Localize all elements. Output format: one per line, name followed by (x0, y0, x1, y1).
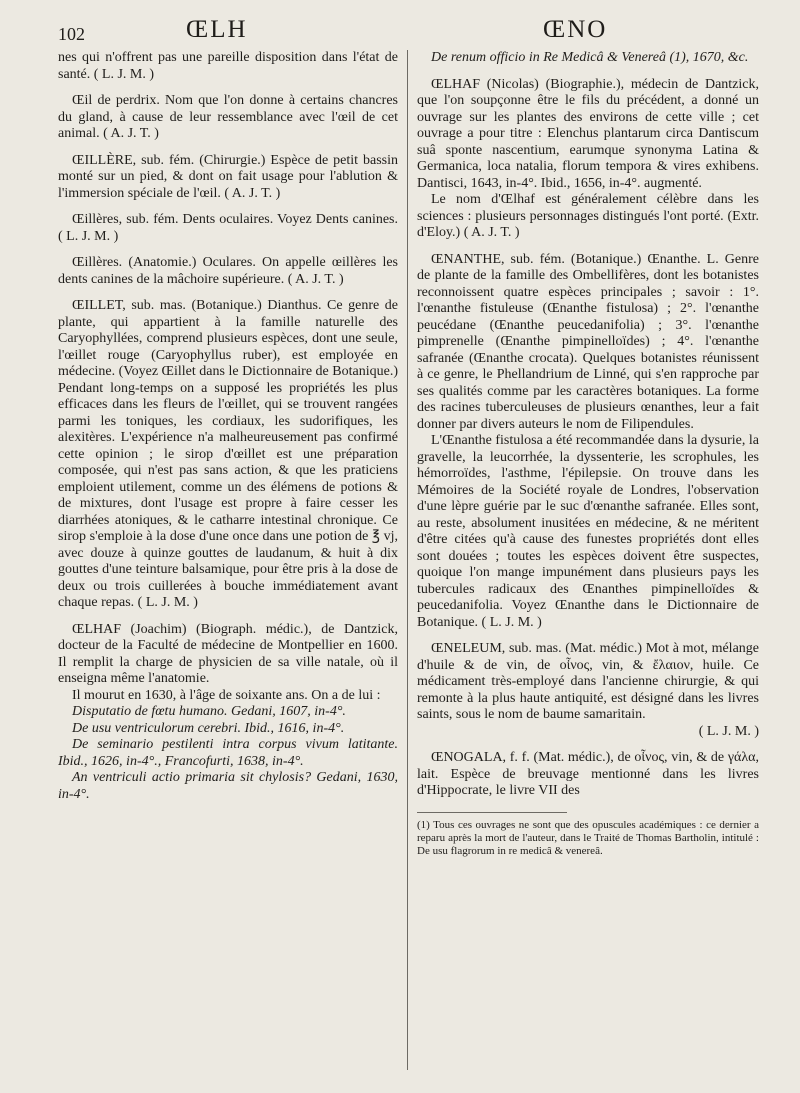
right-column (417, 50, 759, 868)
column-divider (407, 50, 408, 1070)
entry-oelhaf-joachim: ŒLHAF (Joachim) (Biograph. médic.), de Dantzick, docteur de la Faculté de médecine de Montpellier en 1600. Il remplit la charge de physicien de sa ville natale, où il enseigna même l'anatomie. (58, 621, 398, 686)
header-left-title: ŒLH (186, 16, 248, 43)
entry-oeillere: ŒILLÈRE, sub. fém. (Chirurgie.) Espèce de petit bassin monté sur un pied, & dont on fait usage pour l'ablution & l'immersion spéciale de l'œil. ( A. J. T. ) (58, 152, 398, 201)
footnote: (1) Tous ces ouvrages ne sont que des opuscules académiques : ce dernier a reparu après la mort de l'auteur, dans le Traité de Thomas Bartholin, intitulé : De usu flagrorum in re medicâ & venereâ. (417, 818, 759, 857)
entry-oeil-de-perdrix: Œil de perdrix. Nom que l'on donne à certains chancres du gland, à cause de leur ressemblance avec l'œil de cet animal. ( A. J. T. ) (58, 93, 398, 141)
left-column (58, 50, 398, 803)
header-right-title: ŒNO (543, 16, 608, 43)
signature-oeneleum: ( L. J. M. ) (698, 723, 759, 739)
paragraph-oeil-continuation: nes qui n'offrent pas une pareille disposition dans l'état de santé. ( L. J. M. ) (58, 50, 398, 82)
running-header (0, 10, 800, 46)
work-de-seminario: De seminario pestilenti intra corpus vivum latitante. Ibid., 1626, in-4°., Francofurti, 1638, in-4°. (58, 737, 398, 769)
paragraph-oelhaf-death: Il mourut en 1630, à l'âge de soixante ans. On a de lui : (72, 687, 381, 703)
work-an-ventriculi: An ventriculi actio primaria sit chylosis? Gedani, 1630, in-4°. (58, 770, 398, 802)
paragraph-oelhaf-name: Le nom d'Œlhaf est généralement célèbre dans les sciences : plusieurs personnages distingués l'ont porté. (Extr. d'Eloy.) ( A. J. T. ) (417, 192, 759, 240)
entry-oenanthe: ŒNANTHE, sub. fém. (Botanique.) Œnanthe. L. Genre de plante de la famille des Ombellifères, dont les botanistes reconnoissent quatre espèces principales ; savoir : 1°. l'œnanthe fistuleuse (Œnanthe fistulosa) ; 2°. l'œnanthe peucédane (Œnanthe peucedanifolia) ; 3°. l'œnanthe pimprenelle (Œnanthe pimpinelloïdes) ; 4°. l'œnanthe safranée (Œnanthe crocata). Quelques botanistes réunissent à ce genre, le Phellandrium de Linné, qui s'en rapproche par ses qualités comme par les caractères botaniques. La forme des racines tuberculeuses de plusieurs œnanthes, leur a fait donner par divers auteurs le nom de Filipendules. (417, 251, 759, 432)
work-de-renum: De renum officio in Re Medicâ & Venereâ (1), 1670, &c. (431, 50, 749, 65)
paragraph-oenanthe-fistulosa: L'Œnanthe fistulosa a été recommandée dans la dysurie, la gravelle, la leucorrhée, la dyssenterie, les scrophules, les hémorroïdes, l'asthme, l'épilepsie. On trouve dans les Mémoires de la Société royale de Londres, l'observation d'une lèpre guérie par le suc d'œnanthe safranée. Elles sont, au reste, absolument inusitées en médecine, & ne méritent d'être citées qu'à cause des funestes propriétés dont elles sont douées ; toutes les espèces doivent être suspectes, quoique l'on mange impunément dans plusieurs pays les tubercules radicaux des Œnanthes pimpinelloïdes & peucedanifolia. Voyez Œnanthe dans le Dictionnaire de Botanique. ( L. J. M. ) (417, 433, 759, 630)
work-de-usu: De usu ventriculorum cerebri. Ibid., 1616, in-4°. (72, 720, 345, 736)
entry-oeilleres-anatomie: Œillères. (Anatomie.) Oculares. On appelle œillères les dents canines de la mâchoire supérieure. ( A. J. T. ) (58, 255, 398, 287)
page-number: 102 (58, 24, 85, 44)
work-disputatio: Disputatio de fœtu humano. Gedani, 1607, in-4°. (72, 704, 346, 719)
entry-oeillet: ŒILLET, sub. mas. (Botanique.) Dianthus. Ce genre de plante, qui appartient à la famille naturelle des Caryophyllées, comprend plusieurs espèces, dont une seule, l'œillet rouge (Caryophyllus ruber), est employée en médecine. (Voyez Œillet dans le Dictionnaire de Botanique.) Pendant long-temps on a supposé les propriétés les plus efficaces dans les fleurs de l'œillet, qui se trouvent rangées parmi les toniques, les cordiaux, les sudorifiques, les alexitères. L'expérience n'a malheureusement pas confirmé cette opinion ; le sirop d'œillet est une préparation composée, qui n'est pas sans action, & que les praticiens emploient utilement, comme un des élémens de potions & de mixtures, dont l'usage est propre à faire cesser les diarrhées atoniques, & le catharre intestinal chronique. Ce sirop s'emploie à la dose d'une once dans une potion de ℥ vj, avec douze à quinze gouttes de laudanum, & huit à dix gouttes d'une teinture balsamique, pour être pris à la dose de deux ou trois cuillerées à bouche immédiatement avant chaque repas. ( L. J. M. ) (58, 298, 398, 610)
entry-oeneleum: ŒNELEUM, sub. mas. (Mat. médic.) Mot à mot, mélange d'huile & de vin, de οἶνος, vin, & ἔλαιον, huile. Ce médicament très-employé dans l'ancienne chirurgie, & qui remonte à la plus haute antiquité, est désigné dans les livres saints, sous le nom de baume samaritain. (417, 641, 759, 722)
entry-oeilleres-dents: Œillères, sub. fém. Dents oculaires. Voyez Dents canines. ( L. J. M. ) (58, 212, 398, 244)
entry-oenogala: ŒNOGALA, f. f. (Mat. médic.), de οἶνος, vin, & de γάλα, lait. Espèce de breuvage mentionné dans les livres d'Hippocrate, le livre VII des (417, 750, 759, 798)
footnote-rule (417, 812, 567, 813)
entry-oelhaf-nicolas: ŒLHAF (Nicolas) (Biographie.), médecin de Dantzick, que l'on soupçonne être le fils du précédent, a donné un ouvrage sur les plantes des environs de cette ville ; cet ouvrage a pour titre : Elenchus plantarum circa Dantiscum suâ sponte nascentium, earumque synonyma Latina & Germanica, loca natalia, florum tempora & vires exhibens. Dantisci, 1643, in-4°. Ibid., 1656, in-4°. augmenté. (417, 76, 759, 191)
